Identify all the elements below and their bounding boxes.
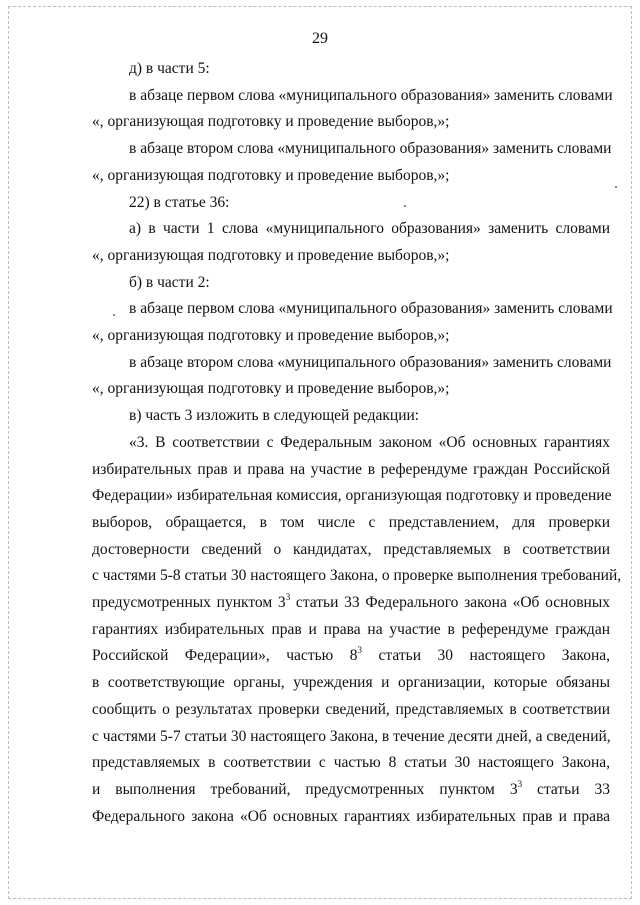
text-line: Федерации» избирательная комиссия, организующая подготовку и проведение <box>92 487 612 505</box>
text-line: с частями 5-7 статьи 30 настоящего Закона, в течение десяти дней, а сведений, <box>92 727 611 745</box>
text-line: в абзаце втором слова «муниципального образования» заменить словами <box>129 353 612 371</box>
text-line: и выполнения требований, предусмотренных пунктом $3^3$ статьи 33 <box>92 778 610 798</box>
text-line: в абзаце первом слова «муниципального образования» заменить словами <box>129 86 613 104</box>
text-line: предусмотренных пунктом $3^3$ статьи 33 Федерального закона «Об основных <box>92 592 610 612</box>
text-line: в соответствующие органы, учреждения и организации, которые обязаны <box>92 674 610 692</box>
text-line: 22) в статье 36: <box>129 193 230 211</box>
superscript: 3 <box>357 645 363 656</box>
page-number: 29 <box>312 30 328 47</box>
text-line: «, организующая подготовку и проведение выборов,»; <box>92 380 450 398</box>
superscript: 3 <box>517 778 523 789</box>
document-body <box>92 56 622 830</box>
text-line: сообщить о результатах проверки сведений, представляемых в соответствии <box>92 700 610 718</box>
scan-speck <box>615 186 617 188</box>
text-line: в) часть 3 изложить в следующей редакции: <box>129 407 420 425</box>
text-line: «3. В соответствии с Федеральным законом «Об основных гарантиях <box>129 433 610 451</box>
text-line: с частями 5-8 статьи 30 настоящего Закона, о проверке выполнения требований, <box>92 567 622 585</box>
text-line: «, организующая подготовку и проведение выборов,»; <box>92 113 450 131</box>
text-line: «, организующая подготовку и проведение выборов,»; <box>92 327 450 345</box>
scan-speck <box>404 205 406 207</box>
text-line: Российской Федерации», частью $8^3$ статьи 30 настоящего Закона, <box>92 645 610 665</box>
text-line: «, организующая подготовку и проведение выборов,»; <box>92 166 450 184</box>
text-line: избирательных прав и права на участие в референдуме граждан Российской <box>92 460 610 478</box>
scan-speck <box>113 314 115 316</box>
text-line: Федерального закона «Об основных гарантиях избирательных прав и права <box>92 807 610 825</box>
text-line: гарантиях избирательных прав и права на участие в референдуме граждан <box>92 620 610 638</box>
text-line: д) в части 5: <box>129 60 210 77</box>
text-line: достоверности сведений о кандидатах, представляемых в соответствии <box>92 540 610 558</box>
superscript: 3 <box>285 592 291 603</box>
text-line: а) в части 1 слова «муниципального образования» заменить словами <box>129 220 610 238</box>
text-line: «, организующая подготовку и проведение выборов,»; <box>92 246 450 264</box>
text-line: в абзаце втором слова «муниципального образования» заменить словами <box>129 140 612 158</box>
text-line: в абзаце первом слова «муниципального образования» заменить словами <box>129 300 613 318</box>
text-line: выборов, обращается, в том числе с представлением, для проверки <box>92 513 610 531</box>
text-line: представляемых в соответствии с частью 8 статьи 30 настоящего Закона, <box>92 754 610 772</box>
text-line: б) в части 2: <box>129 273 210 291</box>
